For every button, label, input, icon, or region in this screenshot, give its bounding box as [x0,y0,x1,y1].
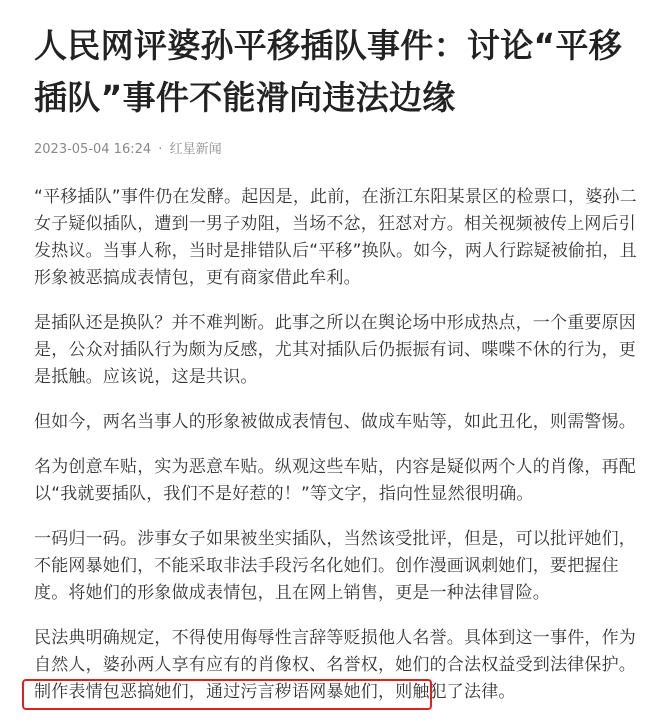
paragraph: 是插队还是换队？并不难判断。此事之所以在舆论场中形成热点，一个重要原因是，公众对插队行为颇为反感，尤其对插队后仍振振有词、喋喋不休的行为，更是抵触。应该说，这是共识。 [34,313,636,387]
paragraph: 一码归一码。涉事女子如果被坐实插队，当然该受批评，但是，可以批评她们，不能网暴她们，不能采取非法手段污名化她们。创作漫画讽刺她们，要把握住度。将她们的形象做成表情包，且在网上销售，更是一种法律冒险。 [34,529,636,603]
article-meta [34,140,646,160]
article [34,20,646,724]
paragraph: 民法典明确规定，不得使用侮辱性言辞等贬损他人名誉。具体到这一事件，作为自然人，婆孙两人享有应有的肖像权、名誉权，她们的合法权益受到法律保护。制作表情包恶搞她们，通过污言秽语网暴她们，则触犯了法律。 [34,628,636,702]
paragraph: 但如今，两名当事人的形象被做成表情包、做成车贴等，如此丑化，则需警惕。 [34,412,636,432]
publish-date: 2023-05-04 16:24 [34,142,152,157]
article-title: 人民网评婆孙平移插队事件：讨论“平移插队”事件不能滑向违法边缘 [34,26,623,117]
meta-separator: · [158,142,163,157]
source-name: 红星新闻 [169,142,222,157]
paragraph: “平移插队”事件仍在发酵。起因是，此前，在浙江东阳某景区的检票口，婆孙二女子疑似插队，遭到一男子劝阻，当场不忿，狂怼对方。相关视频被传上网后引发热议。当事人称，当时是排错队后“平移”换队。如今，两人行踪疑被偷拍，且形象被恶搞成表情包，更有商家借此牟利。 [34,187,637,288]
article-body [34,184,646,706]
paragraph: 名为创意车贴，实为恶意车贴。纵观这些车贴，内容是疑似两个人的肖像，再配以“我就要插队，我们不是好惹的！”等文字，指向性显然很明确。 [34,457,636,504]
